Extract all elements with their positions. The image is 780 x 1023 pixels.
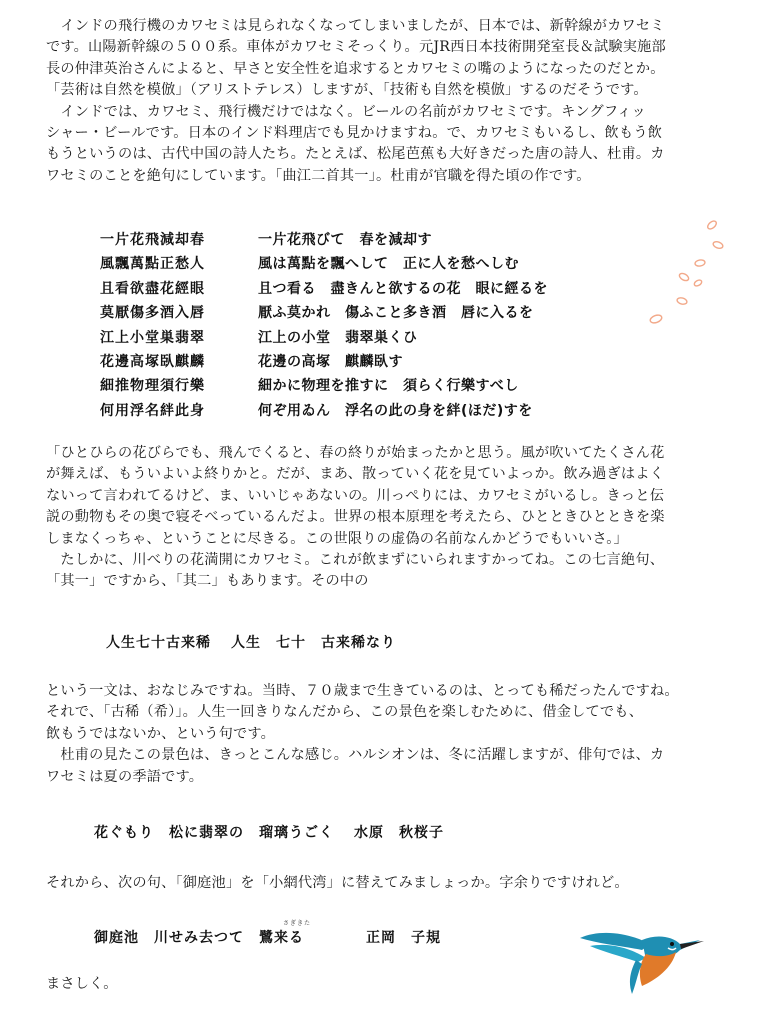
text-line: 長の仲津英治さんによると、早さと安全性を追求するとカワセミの嘴のようになったのだとか。 [46,60,665,77]
text-line: 「ひとひらの花びらでも、飛んでくると、春の終りが始まったかと思う。風が吹いてたくさん花 [46,445,665,461]
verse-koki [106,632,416,652]
poem-line [100,252,548,276]
haiku-text: 花ぐもり 松に翡翠の 瑠璃うごく [94,825,334,841]
text-line: もうというのは、古代中国の詩人たち。たとえば、松尾芭蕉も大好きだった唐の詩人、杜甫。カ [46,146,665,163]
text-line: が舞えば、もういよいよ終りかと。だが、まあ、散っていく花を見ていよっか。飲み過ぎはよく [46,466,665,483]
verse-reading: 人生 七十 古来稀なり [231,635,396,651]
haiku-author: 正岡 子規 [366,930,441,946]
text-line: という一文は、おなじみですね。当時、７０歳まで生きているのは、とっても稀だったんですね。 [46,683,679,699]
verse-chinese: 人生七十古来稀 [106,635,211,651]
text-line: ないって言われてるけど、ま、いいじゃあないの。川っぺりには、カワセミがいるし。きっと伝 [46,487,665,504]
text-line: 飲もうではないか、という句です。 [46,725,276,742]
paragraph-intro [46,16,746,187]
text-line: 杜甫の見たこの景色は、きっとこんな感じ。ハルシオンは、冬に活躍しますが、俳句では、カ [46,747,665,764]
poem-reading: 細かに物理を推すに 須らく行樂すべし [258,378,519,395]
paragraph-translation [46,443,746,593]
poem-line [100,277,548,301]
text-line: インドの飛行機のカワセミは見られなくなってしまいましたが、日本では、新幹線がカワセミ [46,18,665,34]
text-line: 説の動物もその奥で寝そべっているんだよ。世界の根本原理を考えたら、ひとときひとときを楽 [46,509,665,526]
poem-reading: 江上の小堂 翡翠巣くひ [258,329,418,346]
poem-chinese: 江上小堂巣翡翠 [100,329,205,346]
poem-reading: 何ぞ用ゐん 浮名の此の身を絆(ほだ)すを [258,402,533,419]
text-line: ワセミは夏の季語です。 [46,768,204,785]
poem-reading: 花邊の高塚 麒麟臥す [258,354,403,371]
poem-reading: 風は萬點を飄へして 正に人を愁へしむ [258,256,519,273]
poem-chinese: 莫厭傷多酒入唇 [100,305,205,322]
haiku-text: 御庭池 川せみ去つて 鷺来る [94,930,304,946]
poem-reading: 且つ看る 盡きんと欲するの花 眼に經るを [258,280,548,297]
furigana: さぎきた [283,920,312,927]
text-line: それで、「古稀（希）」。人生一回きりなんだから、この景色を楽しむために、借金してでも、 [46,704,644,721]
text-line: しまなくっちゃ、ということに尽きる。この世限りの虚偽の名前なんかどうでもいいさ。」 [46,530,628,547]
haiku-shiki [94,927,461,947]
poem-chinese: 且看欲盡花經眼 [100,280,205,297]
haiku-author: 水原 秋桜子 [354,825,444,841]
text-line: たしかに、川べりの花満開にカワセミ。これが飲まずにいられますかってね。この七言絶句、 [46,552,665,569]
poem-line [100,374,548,398]
poem-chinese: 一片花飛減却春 [100,232,205,248]
poem-line [100,228,548,252]
du-fu-poem [100,228,548,423]
poem-chinese: 風飄萬點正愁人 [100,256,205,273]
text-line: 「其一」ですから、「其二」もあります。その中の [46,573,369,590]
poem-chinese: 何用浮名絆此身 [100,402,205,419]
text-line: です。山陽新幹線の５００系。車体がカワセミそっくり。元JR西日本技術開発室長＆試験実施部 [46,39,666,56]
poem-line [100,399,548,423]
poem-reading: 厭ふ莫かれ 傷ふこと多き酒 唇に入るを [258,305,534,322]
poem-line [100,326,548,350]
poem-line [100,350,548,374]
poem-line [100,301,548,325]
text-line: それから、次の句、「御庭池」を「小網代湾」に替えてみましょっか。字余りですけれど。 [46,875,629,891]
text-line: インドでは、カワセミ、飛行機だけではなく。ビールの名前がカワセミです。キングフィッ [46,103,646,120]
text-line: まさしく。 [46,976,118,992]
poem-chinese: 花邊高塚臥麒麟 [100,354,205,371]
paragraph-transition [46,873,746,894]
poem-reading: 一片花飛びて 春を減却す [258,232,432,248]
closing-line [46,974,746,995]
text-line: 「芸術は自然を模倣」（アリストテレス）しますが、「技術も自然を模倣」するのだそうです。 [46,82,648,99]
poem-chinese: 細推物理須行樂 [100,378,205,395]
falling-petals-illustration [640,215,730,335]
paragraph-commentary [46,681,746,788]
text-line: ワセミのことを絶句にしています。「曲江二首其一」。杜甫が官職を得た頃の作です。 [46,167,591,184]
text-line: シャー・ビールです。日本のインド料理店でも見かけますね。で、カワセミもいるし、飲もう飲 [46,125,663,142]
haiku-shuoshi [94,822,464,842]
